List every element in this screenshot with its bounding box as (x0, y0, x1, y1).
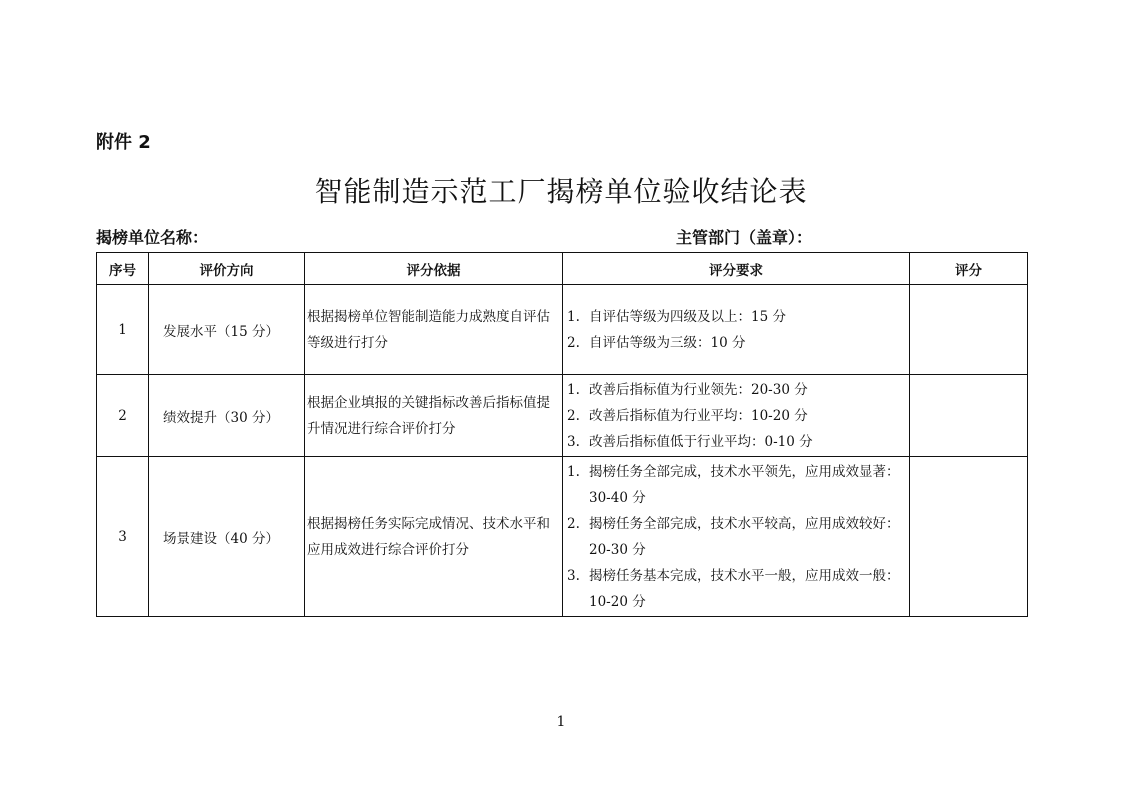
requirement-text: 自评估等级为三级：10 分 (589, 334, 746, 351)
requirement-text: 自评估等级为四级及以上：15 分 (589, 308, 786, 325)
attachment-label: 附件 2 (96, 132, 151, 153)
table-row (97, 375, 1028, 457)
row-basis: 根据企业填报的关键指标改善后指标值提升情况进行综合评价打分 (305, 375, 563, 457)
requirement-item (563, 377, 909, 403)
header-basis: 评分依据 (305, 253, 563, 285)
table-row (97, 457, 1028, 617)
table-header-row (97, 253, 1028, 285)
header-direction: 评价方向 (149, 253, 305, 285)
requirement-text: 改善后指标值为行业领先：20-30 分 (589, 381, 808, 398)
requirement-number: 2. (567, 515, 580, 532)
requirement-text: 改善后指标值为行业平均：10-20 分 (589, 407, 808, 424)
row-requirements (563, 285, 910, 375)
requirement-item (563, 511, 909, 563)
row-index: 2 (97, 375, 149, 457)
evaluation-table (96, 252, 1028, 617)
requirement-text: 揭榜任务全部完成，技术水平较高，应用成效较好：20-30 分 (589, 515, 900, 558)
row-basis: 根据揭榜任务实际完成情况、技术水平和应用成效进行综合评价打分 (305, 457, 563, 617)
requirement-number: 1. (567, 381, 580, 398)
requirement-number: 3. (567, 433, 580, 450)
department-label: 主管部门（盖章）： (676, 228, 813, 247)
requirement-item (563, 304, 909, 330)
requirement-number: 1. (567, 463, 580, 480)
header-index: 序号 (97, 253, 149, 285)
row-score[interactable] (910, 457, 1028, 617)
requirement-item (563, 403, 909, 429)
row-index: 1 (97, 285, 149, 375)
row-requirements (563, 457, 910, 617)
requirement-item (563, 330, 909, 356)
requirement-item (563, 459, 909, 511)
unit-name-label: 揭榜单位名称： (96, 228, 209, 247)
row-requirements (563, 375, 910, 457)
row-index: 3 (97, 457, 149, 617)
row-basis: 根据揭榜单位智能制造能力成熟度自评估等级进行打分 (305, 285, 563, 375)
requirement-text: 揭榜任务基本完成，技术水平一般，应用成效一般：10-20 分 (589, 567, 900, 610)
row-score[interactable] (910, 375, 1028, 457)
requirement-number: 2. (567, 407, 580, 424)
row-direction: 场景建设（40 分） (149, 457, 305, 617)
requirement-text: 揭榜任务全部完成，技术水平领先，应用成效显著：30-40 分 (589, 463, 900, 506)
table-row (97, 285, 1028, 375)
page-title: 智能制造示范工厂揭榜单位验收结论表 (314, 175, 808, 208)
requirement-number: 1. (567, 308, 580, 325)
row-score[interactable] (910, 285, 1028, 375)
page-number: 1 (556, 714, 566, 730)
row-direction: 绩效提升（30 分） (149, 375, 305, 457)
requirement-number: 2. (567, 334, 580, 351)
header-requirements: 评分要求 (563, 253, 910, 285)
requirement-item (563, 429, 909, 455)
requirement-text: 改善后指标值低于行业平均：0-10 分 (589, 433, 813, 450)
requirement-number: 3. (567, 567, 580, 584)
requirement-item (563, 563, 909, 615)
row-direction: 发展水平（15 分） (149, 285, 305, 375)
header-score: 评分 (910, 253, 1028, 285)
